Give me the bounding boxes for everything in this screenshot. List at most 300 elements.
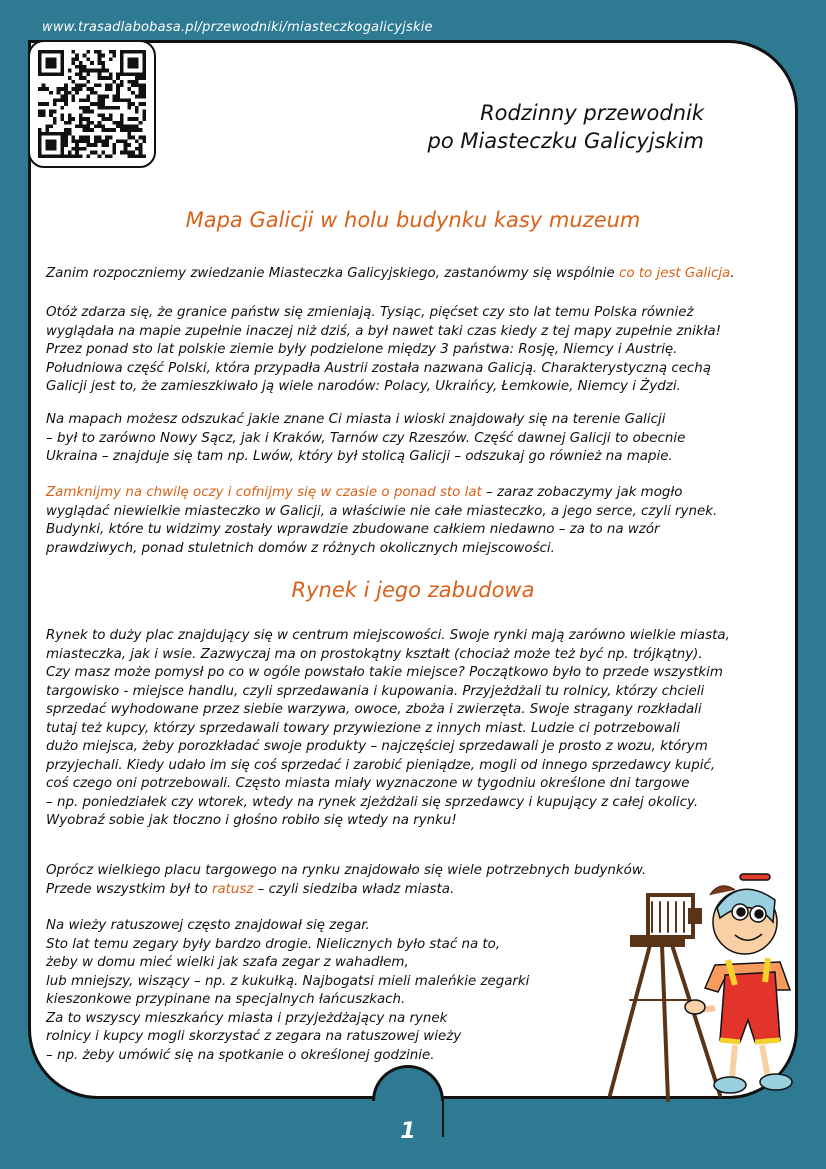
qr-code-icon[interactable] xyxy=(28,40,156,168)
qr-module xyxy=(53,110,57,114)
qr-module xyxy=(131,128,135,132)
qr-module xyxy=(45,154,49,158)
qr-module xyxy=(75,124,79,128)
qr-module xyxy=(64,91,68,95)
qr-module xyxy=(79,76,83,80)
qr-module xyxy=(94,151,98,155)
qr-module xyxy=(112,143,116,147)
qr-module xyxy=(98,95,102,99)
qr-module xyxy=(127,151,131,155)
qr-module xyxy=(131,84,135,88)
qr-module xyxy=(101,139,105,143)
qr-module xyxy=(124,128,128,132)
intro-text: Zanim rozpoczniemy zwiedzanie Miasteczka Galicyjskiego, zastanówmy się wspólnie xyxy=(46,266,619,281)
qr-module xyxy=(101,143,105,147)
qr-module xyxy=(120,98,124,102)
qr-module xyxy=(127,132,131,136)
qr-module xyxy=(94,50,98,54)
qr-module xyxy=(116,91,120,95)
qr-module xyxy=(112,50,116,54)
qr-module xyxy=(101,124,105,128)
qr-module xyxy=(142,76,146,80)
qr-module xyxy=(38,128,42,132)
qr-module xyxy=(49,154,53,158)
qr-module xyxy=(98,102,102,106)
qr-module xyxy=(49,147,53,151)
qr-module xyxy=(49,139,53,143)
qr-module xyxy=(127,102,131,106)
qr-module xyxy=(139,151,143,155)
qr-module xyxy=(109,72,113,76)
qr-module xyxy=(142,50,146,54)
qr-module xyxy=(86,154,90,158)
qr-module xyxy=(131,50,135,54)
qr-module xyxy=(101,113,105,117)
qr-module xyxy=(90,69,94,73)
qr-module xyxy=(98,98,102,102)
qr-module xyxy=(79,139,83,143)
qr-module xyxy=(86,121,90,125)
qr-module xyxy=(120,113,124,117)
qr-module xyxy=(101,54,105,58)
qr-module xyxy=(60,54,64,58)
qr-module xyxy=(112,95,116,99)
qr-module xyxy=(116,95,120,99)
qr-module xyxy=(60,98,64,102)
qr-module xyxy=(49,113,53,117)
qr-module xyxy=(83,117,87,121)
qr-module xyxy=(98,136,102,140)
qr-module xyxy=(116,76,120,80)
qr-module xyxy=(64,102,68,106)
qr-module xyxy=(86,117,90,121)
qr-module xyxy=(72,147,76,151)
qr-module xyxy=(42,102,46,106)
qr-module xyxy=(139,87,143,91)
qr-module xyxy=(72,98,76,102)
qr-module xyxy=(139,121,143,125)
qr-module xyxy=(38,132,42,136)
qr-module xyxy=(86,95,90,99)
qr-module xyxy=(98,76,102,80)
section-heading-map: Mapa Galicji w holu budynku kasy muzeum xyxy=(185,208,641,232)
qr-module xyxy=(42,84,46,88)
qr-module xyxy=(98,50,102,54)
qr-module xyxy=(109,154,113,158)
qr-module xyxy=(60,154,64,158)
qr-module xyxy=(135,72,139,76)
qr-module xyxy=(64,84,68,88)
qr-module xyxy=(124,124,128,128)
qr-module xyxy=(135,139,139,143)
qr-module xyxy=(112,106,116,110)
qr-module xyxy=(112,151,116,155)
qr-module xyxy=(79,84,83,88)
qr-module xyxy=(127,106,131,110)
qr-module xyxy=(139,136,143,140)
qr-module xyxy=(98,54,102,58)
qr-module xyxy=(142,102,146,106)
qr-module xyxy=(60,106,64,110)
qr-module xyxy=(120,84,124,88)
qr-module xyxy=(120,117,124,121)
qr-module xyxy=(101,61,105,65)
qr-module xyxy=(53,98,57,102)
qr-module xyxy=(139,91,143,95)
qr-module xyxy=(109,84,113,88)
qr-module xyxy=(109,87,113,91)
qr-module xyxy=(53,147,57,151)
qr-module xyxy=(75,57,79,61)
town-hall-text: Oprócz wielkiego placu targowego na rynku znajdowało się wiele potrzebnych budynków. Przede wszystkim był to xyxy=(46,863,647,897)
qr-module xyxy=(101,95,105,99)
qr-module xyxy=(98,72,102,76)
qr-module xyxy=(79,121,83,125)
qr-module xyxy=(105,117,109,121)
qr-module xyxy=(86,139,90,143)
qr-module xyxy=(86,87,90,91)
qr-module xyxy=(72,95,76,99)
qr-module xyxy=(79,87,83,91)
qr-module xyxy=(142,54,146,58)
qr-module xyxy=(38,61,42,65)
qr-module xyxy=(64,95,68,99)
qr-module xyxy=(75,65,79,69)
qr-module xyxy=(124,151,128,155)
qr-module xyxy=(135,154,139,158)
qr-module xyxy=(64,143,68,147)
qr-module xyxy=(86,72,90,76)
qr-module xyxy=(42,110,46,114)
qr-module xyxy=(79,98,83,102)
qr-module xyxy=(86,128,90,132)
qr-module xyxy=(135,84,139,88)
qr-module xyxy=(49,132,53,136)
qr-module xyxy=(45,147,49,151)
qr-module xyxy=(38,147,42,151)
qr-module xyxy=(120,151,124,155)
qr-module xyxy=(105,95,109,99)
qr-module xyxy=(98,61,102,65)
qr-module xyxy=(60,72,64,76)
qr-module xyxy=(53,121,57,125)
qr-module xyxy=(94,136,98,140)
qr-module xyxy=(142,72,146,76)
qr-module xyxy=(38,102,42,106)
qr-module xyxy=(109,50,113,54)
qr-module xyxy=(60,136,64,140)
qr-module xyxy=(101,151,105,155)
qr-module xyxy=(135,110,139,114)
qr-module xyxy=(38,113,42,117)
qr-module xyxy=(60,151,64,155)
town-hall-highlight: ratusz xyxy=(211,881,254,897)
paragraph-clock: Na wieży ratuszowej często znajdował się zegar. Sto lat temu zegary były bardzo drogie. Nielicznych było stać na to, żeby w domu mieć wielki jak szafa zegar z wahadłem, lub mniejszy, wiszący – np. z kukułką. Najbogatsi mieli maleńkie zegarki kieszonkowe przypinane na specjalnych łańcuszkach. Za to wszyscy mieszkańcy miasta i przyjeżdżający na rynek rolnicy i kupcy mogli skorzystać z zegara na ratuszowej wieży – np. żeby umówić się na spotkanie o określonej godzinie. xyxy=(46,918,530,1063)
qr-module xyxy=(94,102,98,106)
qr-module xyxy=(68,113,72,117)
qr-module xyxy=(60,117,64,121)
guide-url[interactable]: www.trasadlabobasa.pl/przewodniki/miasteczkogalicyjskie xyxy=(42,20,433,35)
qr-module xyxy=(135,95,139,99)
qr-module xyxy=(53,102,57,106)
qr-module xyxy=(53,50,57,54)
qr-module xyxy=(79,154,83,158)
qr-module xyxy=(86,106,90,110)
qr-module xyxy=(120,61,124,65)
qr-module xyxy=(135,50,139,54)
qr-module xyxy=(139,154,143,158)
qr-module xyxy=(72,136,76,140)
qr-module xyxy=(60,61,64,65)
qr-module xyxy=(116,124,120,128)
title-line-1: Rodzinny przewodnik xyxy=(480,101,704,125)
qr-module xyxy=(38,72,42,76)
qr-module xyxy=(75,54,79,58)
qr-module xyxy=(79,69,83,73)
qr-module xyxy=(131,151,135,155)
qr-module xyxy=(53,143,57,147)
qr-module xyxy=(42,154,46,158)
qr-module xyxy=(94,143,98,147)
qr-module xyxy=(83,106,87,110)
qr-module xyxy=(45,72,49,76)
qr-module xyxy=(90,91,94,95)
qr-module xyxy=(72,50,76,54)
qr-module xyxy=(90,151,94,155)
qr-module xyxy=(83,69,87,73)
qr-module xyxy=(45,57,49,61)
qr-module xyxy=(57,50,61,54)
qr-module xyxy=(86,69,90,73)
town-hall-end: – czyli siedziba władz miasta. xyxy=(253,881,455,897)
qr-module xyxy=(139,143,143,147)
qr-module xyxy=(142,110,146,114)
qr-module xyxy=(131,124,135,128)
qr-module xyxy=(105,87,109,91)
qr-module xyxy=(38,139,42,143)
qr-module xyxy=(101,65,105,69)
qr-module xyxy=(116,72,120,76)
qr-module xyxy=(98,113,102,117)
qr-module xyxy=(135,128,139,132)
qr-module xyxy=(131,117,135,121)
qr-module xyxy=(101,69,105,73)
qr-module xyxy=(42,72,46,76)
qr-module xyxy=(135,80,139,84)
qr-module xyxy=(38,65,42,69)
qr-module xyxy=(45,132,49,136)
qr-module xyxy=(120,69,124,73)
qr-module xyxy=(60,65,64,69)
qr-module xyxy=(57,98,61,102)
qr-module xyxy=(142,113,146,117)
qr-module xyxy=(120,124,124,128)
qr-module xyxy=(38,154,42,158)
qr-module xyxy=(75,72,79,76)
qr-module xyxy=(57,72,61,76)
qr-module xyxy=(49,91,53,95)
qr-module xyxy=(60,139,64,143)
qr-module xyxy=(116,139,120,143)
qr-module xyxy=(83,147,87,151)
qr-module xyxy=(64,139,68,143)
qr-module xyxy=(98,124,102,128)
qr-module xyxy=(49,143,53,147)
qr-module xyxy=(139,76,143,80)
qr-module xyxy=(86,50,90,54)
qr-module xyxy=(105,139,109,143)
qr-module xyxy=(142,139,146,143)
qr-module xyxy=(42,50,46,54)
qr-module xyxy=(94,69,98,73)
qr-module xyxy=(105,143,109,147)
qr-module xyxy=(68,91,72,95)
qr-module xyxy=(83,128,87,132)
qr-module xyxy=(72,139,76,143)
qr-module xyxy=(94,124,98,128)
qr-module xyxy=(127,117,131,121)
qr-module xyxy=(124,50,128,54)
qr-module xyxy=(120,80,124,84)
page-number: 1 xyxy=(400,1119,416,1144)
qr-module xyxy=(42,87,46,91)
qr-module xyxy=(38,57,42,61)
qr-module xyxy=(105,128,109,132)
qr-module xyxy=(127,136,131,140)
qr-module xyxy=(79,124,83,128)
qr-module xyxy=(105,69,109,73)
qr-module xyxy=(83,84,87,88)
qr-module xyxy=(124,98,128,102)
qr-module xyxy=(109,113,113,117)
qr-module xyxy=(60,143,64,147)
qr-module xyxy=(64,98,68,102)
qr-module xyxy=(57,132,61,136)
qr-module xyxy=(135,117,139,121)
qr-module xyxy=(131,154,135,158)
qr-module xyxy=(109,117,113,121)
qr-module xyxy=(101,98,105,102)
qr-module xyxy=(142,117,146,121)
qr-module xyxy=(135,76,139,80)
qr-module xyxy=(68,151,72,155)
qr-module xyxy=(53,57,57,61)
qr-module xyxy=(142,91,146,95)
qr-module xyxy=(101,128,105,132)
qr-module xyxy=(64,154,68,158)
qr-module xyxy=(49,61,53,65)
qr-module xyxy=(68,76,72,80)
qr-module xyxy=(109,136,113,140)
qr-module xyxy=(127,80,131,84)
qr-module xyxy=(79,147,83,151)
qr-module xyxy=(53,139,57,143)
qr-module xyxy=(131,61,135,65)
qr-module xyxy=(83,139,87,143)
qr-module xyxy=(68,69,72,73)
qr-module xyxy=(68,128,72,132)
qr-module xyxy=(127,154,131,158)
qr-module xyxy=(75,87,79,91)
qr-module xyxy=(105,84,109,88)
qr-module xyxy=(142,84,146,88)
qr-module xyxy=(142,61,146,65)
qr-module xyxy=(38,151,42,155)
paragraph-intro xyxy=(46,265,806,284)
qr-module xyxy=(68,132,72,136)
qr-module xyxy=(142,95,146,99)
qr-module xyxy=(68,121,72,125)
intro-highlight: co to jest Galicja xyxy=(618,266,731,281)
qr-module xyxy=(105,106,109,110)
qr-module xyxy=(75,143,79,147)
qr-module xyxy=(127,128,131,132)
qr-module xyxy=(112,128,116,132)
qr-module xyxy=(72,80,76,84)
qr-module xyxy=(49,72,53,76)
qr-module xyxy=(38,87,42,91)
qr-module xyxy=(79,113,83,117)
qr-module xyxy=(124,72,128,76)
qr-module xyxy=(131,57,135,61)
qr-module xyxy=(75,91,79,95)
qr-module xyxy=(38,54,42,58)
qr-module xyxy=(135,65,139,69)
qr-module xyxy=(38,143,42,147)
qr-module xyxy=(139,72,143,76)
qr-module xyxy=(72,117,76,121)
qr-module xyxy=(75,154,79,158)
qr-module xyxy=(120,121,124,125)
qr-module xyxy=(98,121,102,125)
qr-module xyxy=(38,136,42,140)
qr-module xyxy=(90,121,94,125)
qr-module xyxy=(57,154,61,158)
qr-module xyxy=(75,147,79,151)
qr-module xyxy=(79,72,83,76)
qr-module xyxy=(45,87,49,91)
qr-module xyxy=(45,65,49,69)
paragraph-maps: Na mapach możesz odszukać jakie znane Ci miasta i wioski znajdowały się na terenie Galicji – był to zarówno Nowy Sącz, jak i Kraków, Tarnów czy Rzeszów. Część dawnej Galicji to obecnie Ukraina – znajduje się tam np. Lwów, który był stolicą Galicji – odszukaj go również na mapie. xyxy=(46,412,686,464)
qr-module xyxy=(135,61,139,65)
qr-module xyxy=(131,91,135,95)
qr-module xyxy=(109,76,113,80)
qr-module xyxy=(142,65,146,69)
qr-module xyxy=(86,124,90,128)
qr-module xyxy=(116,84,120,88)
qr-module xyxy=(53,154,57,158)
qr-module xyxy=(83,110,87,114)
qr-module xyxy=(109,128,113,132)
qr-module xyxy=(98,69,102,73)
qr-module xyxy=(68,154,72,158)
qr-module xyxy=(127,61,131,65)
qr-module xyxy=(38,50,42,54)
qr-module xyxy=(83,54,87,58)
qr-module xyxy=(60,147,64,151)
qr-module xyxy=(139,84,143,88)
qr-module xyxy=(60,113,64,117)
qr-module xyxy=(57,87,61,91)
qr-module xyxy=(101,102,105,106)
qr-module xyxy=(79,117,83,121)
qr-module xyxy=(120,50,124,54)
qr-module xyxy=(127,87,131,91)
qr-module xyxy=(142,87,146,91)
qr-module xyxy=(109,106,113,110)
qr-module xyxy=(127,50,131,54)
paragraph-borders: Otóż zdarza się, że granice państw się zmieniają. Tysiąc, pięćset czy sto lat temu Polska również wyglądała na mapie zupełnie inaczej niż dziś, a był nawet taki czas kiedy z tej mapy zupełnie znikła! Przez ponad sto lat polskie ziemie były podzielone między 3 państwa: Rosję, Niemcy i Austrię. Południowa część Polski, która przypadła Austrii została nazwana Galicją. Charakterystyczną cechą Galicji jest to, że zamieszkiwało ją wiele narodów: Polacy, Ukraińcy, Łemkowie, Niemcy i Żydzi. xyxy=(46,305,721,394)
